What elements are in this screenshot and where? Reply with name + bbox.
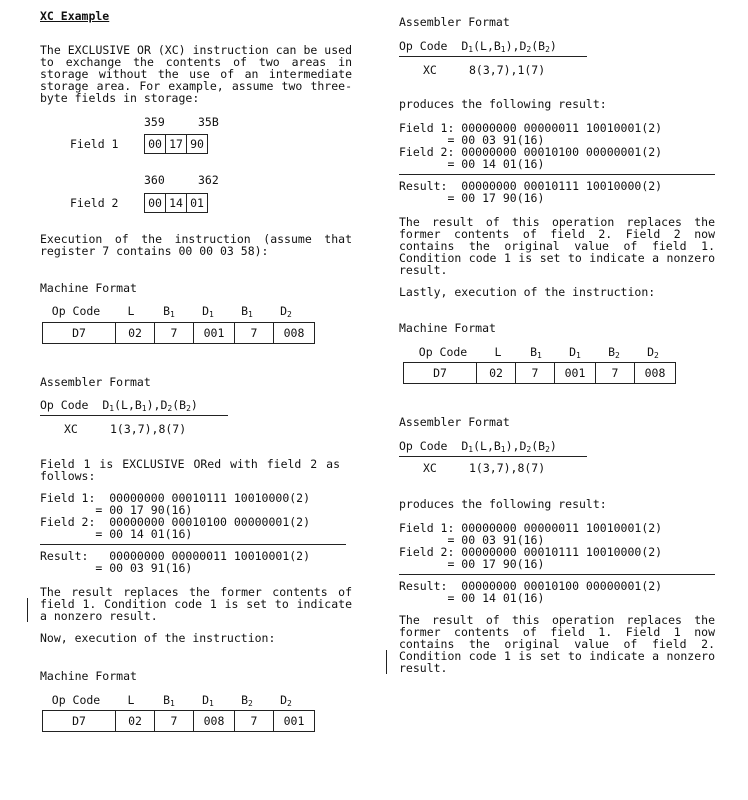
displacement-cell: 008 <box>273 323 314 343</box>
opcode-header: Op Code <box>51 304 101 318</box>
field2-address-end: 362 <box>198 173 219 187</box>
subscript: 1 <box>248 310 253 319</box>
operand-part: (L,B <box>473 439 501 453</box>
operand-part: D <box>461 439 469 453</box>
result-line: = 00 17 90(16) <box>399 191 545 205</box>
assembler-format-header <box>40 399 198 413</box>
base-cell: 7 <box>154 323 193 343</box>
field-computation-line: Field 2: 00000000 00010100 00000001(2) <box>399 145 663 159</box>
operand-part: D <box>102 398 110 412</box>
machine-format-headers <box>407 346 673 360</box>
length-cell: 02 <box>115 323 154 343</box>
length-cell: 02 <box>476 363 515 383</box>
displacement-header: D <box>647 345 655 359</box>
subscript: 1 <box>209 699 214 708</box>
base-cell: 7 <box>234 323 273 343</box>
opcode-cell: D7 <box>433 366 447 380</box>
machine-format-headers <box>40 305 306 319</box>
machine-format-heading: Machine Format <box>40 669 137 683</box>
assembler-operands: 1(3,7),8(7) <box>110 422 187 436</box>
opcode-header: Op Code <box>40 398 89 412</box>
opcode-header: Op Code <box>399 39 448 53</box>
subscript: 1 <box>170 699 175 708</box>
length-cell: 02 <box>115 711 154 731</box>
machine-format-row <box>42 710 315 732</box>
displacement-cell: 008 <box>193 711 234 731</box>
subscript: 1 <box>141 404 147 413</box>
field-computation-line: = 00 17 90(16) <box>399 557 545 571</box>
base-header: B <box>163 304 171 318</box>
divider <box>399 174 715 175</box>
step3-conclusion: The result of this operation replaces the former contents of field 1. Field 1 now contains the original value of field 2. Condition code 1 is set to indicate a nonzero result. <box>399 613 715 675</box>
assembler-operands: 8(3,7),1(7) <box>469 63 546 77</box>
length-header: L <box>127 304 135 318</box>
subscript: 1 <box>209 310 214 319</box>
operand-part: (L,B <box>473 39 501 53</box>
displacement-cell: 001 <box>193 323 234 343</box>
result-line: = 00 14 01(16) <box>399 591 545 605</box>
field-computation-line: = 00 14 01(16) <box>40 527 193 541</box>
field-computation-line: Field 1: 00000000 00010111 10010000(2) <box>40 491 311 505</box>
subscript: 2 <box>287 699 292 708</box>
displacement-cell: 001 <box>554 363 595 383</box>
assembler-opcode: XC <box>64 422 78 436</box>
subscript: 1 <box>500 45 506 54</box>
opcode-header: Op Code <box>399 439 448 453</box>
machine-format-heading: Machine Format <box>399 321 496 335</box>
field1-bytes <box>144 134 208 154</box>
subscript: 2 <box>287 310 292 319</box>
displacement-header: D <box>202 693 210 707</box>
displacement-header: D <box>280 693 288 707</box>
operand-part: (L,B <box>114 398 142 412</box>
subscript: 1 <box>468 45 474 54</box>
operand-part: (B <box>531 39 546 53</box>
page-title: XC Example <box>40 9 110 23</box>
subscript: 2 <box>526 45 532 54</box>
subscript: 2 <box>654 351 659 360</box>
subscript: 2 <box>248 699 253 708</box>
field1-byte: 90 <box>186 135 207 153</box>
result-line: = 00 03 91(16) <box>40 561 193 575</box>
subscript: 2 <box>545 445 550 454</box>
base-cell: 7 <box>154 711 193 731</box>
assembler-opcode: XC <box>423 461 437 475</box>
assembler-opcode: XC <box>423 63 437 77</box>
field1-label: Field 1 <box>70 137 119 151</box>
field-computation-line: Field 2: 00000000 00010100 00000001(2) <box>40 515 311 529</box>
divider <box>399 574 715 575</box>
field-computation-line: Field 1: 00000000 00000011 10010001(2) <box>399 121 663 135</box>
result-line: Result: 00000000 00010111 10010000(2) <box>399 179 663 193</box>
field1-byte: 17 <box>165 135 186 153</box>
operand-part: ) <box>190 398 198 412</box>
assembler-operands: 1(3,7),8(7) <box>469 461 546 475</box>
divider <box>399 456 587 457</box>
subscript: 1 <box>500 445 506 454</box>
base-header: B <box>241 693 249 707</box>
machine-format-heading: Machine Format <box>40 281 137 295</box>
opcode-cell: D7 <box>72 714 86 728</box>
field-computation-line: = 00 03 91(16) <box>399 133 545 147</box>
subscript: 1 <box>109 404 115 413</box>
opcode-cell: D7 <box>72 326 86 340</box>
subscript: 2 <box>167 404 173 413</box>
field2-byte: 01 <box>186 194 207 212</box>
machine-format-row <box>403 362 676 384</box>
field1-address-start: 359 <box>144 115 165 129</box>
operand-part: ),D <box>146 398 168 412</box>
operand-part: (B <box>531 439 546 453</box>
field-computation-line: Field 1: 00000000 00000011 10010001(2) <box>399 521 663 535</box>
step1-conclusion: The result replaces the former contents of field 1. Condition code 1 is set to indicate a nonzero result. <box>40 585 352 623</box>
base-header: B <box>608 345 616 359</box>
field2-address-start: 360 <box>144 173 165 187</box>
field2-bytes <box>144 193 208 213</box>
divider <box>40 415 228 416</box>
assembler-format-header <box>399 40 557 54</box>
step3-intro: Lastly, execution of the instruction: <box>399 285 656 299</box>
field1-byte: 00 <box>148 137 162 151</box>
displacement-header: D <box>569 345 577 359</box>
divider <box>399 56 587 57</box>
base-cell: 7 <box>515 363 554 383</box>
subscript: 2 <box>545 45 550 54</box>
field1-address-end: 35B <box>198 115 219 129</box>
operand-part: ),D <box>505 39 527 53</box>
field2-label: Field 2 <box>70 196 119 210</box>
produces-text: produces the following result: <box>399 497 607 511</box>
subscript: 1 <box>537 351 542 360</box>
subscript: 1 <box>576 351 581 360</box>
assembler-format-header <box>399 440 557 454</box>
base-header: B <box>241 304 249 318</box>
displacement-header: D <box>202 304 210 318</box>
assembler-format-heading: Assembler Format <box>399 415 510 429</box>
operand-part: ),D <box>505 439 527 453</box>
assembler-format-heading: Assembler Format <box>399 15 510 29</box>
field-computation-line: = 00 17 90(16) <box>40 503 193 517</box>
displacement-cell: 008 <box>634 363 675 383</box>
machine-format-row <box>42 322 315 344</box>
base-header: B <box>163 693 171 707</box>
base-cell: 7 <box>234 711 273 731</box>
operand-part: D <box>461 39 469 53</box>
machine-format-headers <box>40 694 306 708</box>
opcode-header: Op Code <box>418 345 468 359</box>
field-computation-line: Field 2: 00000000 00010111 10010000(2) <box>399 545 663 559</box>
field-computation-line: = 00 14 01(16) <box>399 157 545 171</box>
operand-part: ) <box>549 439 557 453</box>
intro-paragraph: The EXCLUSIVE OR (XC) instruction can be used to exchange the contents of two areas in storage without the use of an intermediate storage area. For example, assume two three-byte fields in storage: <box>40 43 352 105</box>
subscript: 1 <box>468 445 474 454</box>
operand-part: (B <box>172 398 187 412</box>
divider <box>40 544 346 545</box>
subscript: 2 <box>526 445 532 454</box>
operand-part: ) <box>549 39 557 53</box>
subscript: 2 <box>186 404 191 413</box>
step2-conclusion: The result of this operation replaces the former contents of field 2. Field 2 now contains the original value of field 1. Condition code 1 is set to indicate a nonzero result. <box>399 215 715 277</box>
assembler-format-heading: Assembler Format <box>40 375 151 389</box>
length-header: L <box>494 345 502 359</box>
field2-byte: 14 <box>165 194 186 212</box>
subscript: 1 <box>170 310 175 319</box>
change-bar <box>386 650 387 674</box>
base-cell: 7 <box>595 363 634 383</box>
xor-explanation: Field 1 is EXCLUSIVE ORed with field 2 as follows: <box>40 457 340 483</box>
change-bar <box>27 598 28 622</box>
step2-intro: Now, execution of the instruction: <box>40 631 276 645</box>
result-line: Result: 00000000 00010100 00000001(2) <box>399 579 663 593</box>
field2-byte: 00 <box>148 196 162 210</box>
result-line: Result: 00000000 00000011 10010001(2) <box>40 549 311 563</box>
opcode-header: Op Code <box>51 693 101 707</box>
displacement-header: D <box>280 304 288 318</box>
displacement-cell: 001 <box>273 711 314 731</box>
execution-paragraph: Execution of the instruction (assume that register 7 contains 00 00 03 58): <box>40 232 352 258</box>
field-computation-line: = 00 03 91(16) <box>399 533 545 547</box>
length-header: L <box>127 693 135 707</box>
produces-text: produces the following result: <box>399 97 607 111</box>
subscript: 2 <box>615 351 620 360</box>
base-header: B <box>530 345 538 359</box>
